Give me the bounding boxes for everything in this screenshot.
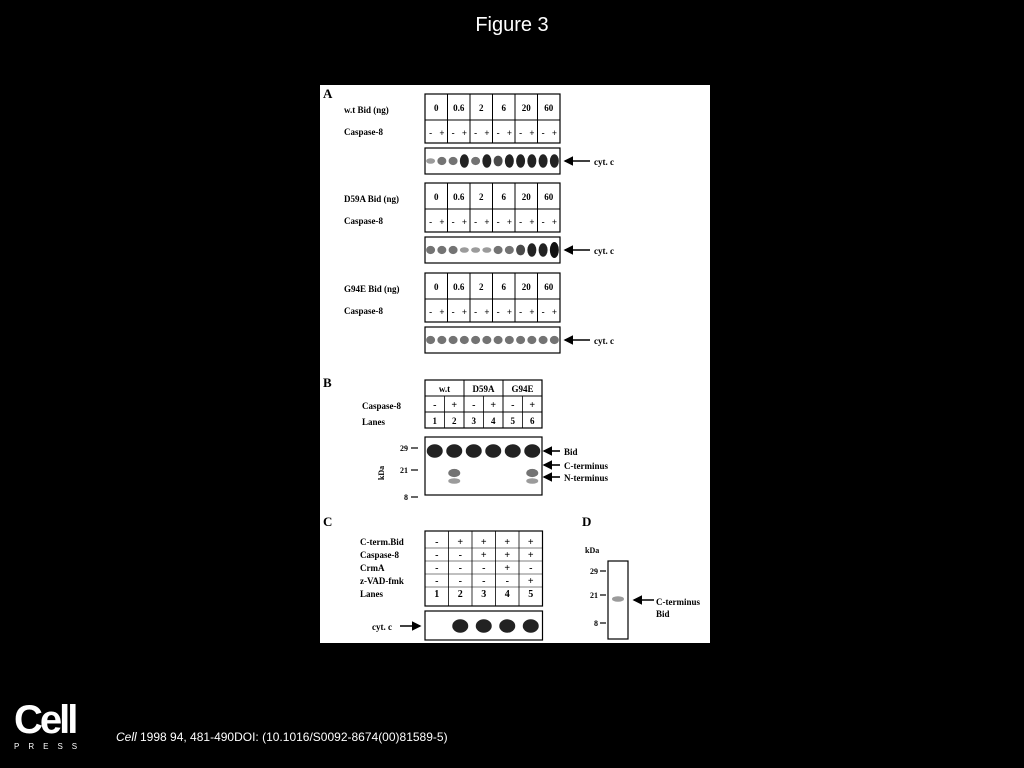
panel-d-band <box>612 596 624 602</box>
panel-a-sign: + <box>484 128 490 138</box>
panel-a-sign: - <box>541 217 545 227</box>
panel-b-annotation: N-terminus <box>564 473 608 483</box>
panel-c-band-label: cyt. c <box>372 622 392 632</box>
panel-b-nterm-band <box>448 478 460 484</box>
panel-a-band <box>437 246 446 254</box>
panel-a-sign: - <box>429 307 433 317</box>
panel-c-value: - <box>482 563 486 574</box>
panel-a-band <box>482 154 491 167</box>
panel-b-bid-band <box>466 444 482 457</box>
panel-a-band <box>426 246 435 254</box>
panel-a-caspase-label: Caspase-8 <box>344 127 384 137</box>
logo-subtitle: PRESS <box>14 742 87 751</box>
panel-a-sign: + <box>484 307 490 317</box>
panel-c-value: - <box>458 550 462 561</box>
panel-c-value: - <box>458 576 462 587</box>
panel-d-marker: 29 <box>590 567 598 576</box>
panel-a-band <box>494 336 503 344</box>
panel-a-dose: 20 <box>521 282 531 292</box>
panel-a-sign: - <box>451 128 455 138</box>
panel-a-dose: 6 <box>501 282 506 292</box>
panel-b-marker: 8 <box>404 493 408 502</box>
panel-a-band <box>437 336 446 344</box>
panel-c-value: + <box>504 537 511 548</box>
panel-a-band <box>527 154 536 167</box>
panel-c-value: - <box>529 563 533 574</box>
panel-a-caspase-label: Caspase-8 <box>344 216 384 226</box>
panel-c-value: + <box>504 550 511 561</box>
figure-graphic <box>320 85 710 643</box>
panel-a-sign: - <box>541 307 545 317</box>
panel-a-dose: 60 <box>544 282 554 292</box>
panel-b-lane: 2 <box>452 416 457 426</box>
panel-b-lane: 5 <box>510 416 515 426</box>
citation-details: 1998 94, 481-490DOI: (10.1016/S0092-8674(00)81589-5) <box>136 730 448 744</box>
panel-a-sign: - <box>496 307 500 317</box>
panel-a-sign: + <box>484 217 490 227</box>
slide-title: Figure 3 <box>475 14 549 36</box>
panel-b-gel <box>425 437 542 495</box>
panel-c-value: + <box>527 550 534 561</box>
panel-c-value: - <box>482 576 486 587</box>
panel-a-band <box>505 246 514 254</box>
panel-a-dose: 20 <box>521 103 531 113</box>
panel-b-group: D59A <box>472 384 495 394</box>
panel-c-value: - <box>435 537 439 548</box>
panel-c-value: + <box>527 576 534 587</box>
panel-a-sign: + <box>461 217 467 227</box>
panel-a-block-title: G94E Bid (ng) <box>344 284 400 294</box>
panel-a-sign: + <box>439 217 445 227</box>
panel-a-dose: 0 <box>434 103 439 113</box>
panel-a-dose: 20 <box>521 192 531 202</box>
panel-a-band <box>550 242 559 258</box>
panel-a-band <box>539 154 548 167</box>
logo-wordmark: Cell <box>14 698 76 742</box>
panel-c-value: 3 <box>481 589 487 600</box>
panel-b-group: G94E <box>511 384 534 394</box>
panel-a-dose: 60 <box>544 192 554 202</box>
panel-a-band <box>460 336 469 344</box>
panel-a-sign: + <box>506 217 512 227</box>
panel-a-sign: + <box>551 307 557 317</box>
panel-a-sign: + <box>461 128 467 138</box>
panel-c-value: - <box>458 563 462 574</box>
panel-a-sign: - <box>474 307 478 317</box>
panel-d-kda-label: kDa <box>585 546 600 555</box>
panel-b-annotation: Bid <box>564 447 578 457</box>
panel-a-band-label: cyt. c <box>594 246 614 256</box>
panel-a-band <box>449 336 458 344</box>
panel-b-cterm-band <box>448 469 460 477</box>
panel-c-value: - <box>505 576 509 587</box>
panel-c-band <box>476 619 492 632</box>
panel-c-value: + <box>457 537 464 548</box>
panel-a-block-title: w.t Bid (ng) <box>344 105 389 115</box>
panel-c-row-label: z-VAD-fmk <box>360 576 404 586</box>
panel-a-band-label: cyt. c <box>594 157 614 167</box>
panel-c-value: + <box>527 537 534 548</box>
panel-b-cterm-band <box>526 469 538 477</box>
panel-a-dose: 0.6 <box>453 192 465 202</box>
panel-a-sign: + <box>551 128 557 138</box>
panel-a-sign: - <box>519 128 523 138</box>
panel-b-lane: 1 <box>432 416 437 426</box>
cell-press-logo <box>14 700 86 752</box>
panel-a-sign: - <box>474 128 478 138</box>
panel-c-row-label: C-term.Bid <box>360 537 404 547</box>
panel-a-sign: + <box>439 307 445 317</box>
panel-a-band <box>505 154 514 167</box>
panel-a-band <box>471 336 480 344</box>
panel-a-band-label: cyt. c <box>594 336 614 346</box>
panel-a-dose: 6 <box>501 192 506 202</box>
panel-d-annotation: C-terminus <box>656 597 700 607</box>
panel-a-dose: 6 <box>501 103 506 113</box>
panel-a-band <box>516 245 525 256</box>
panel-a-band <box>516 154 525 167</box>
panel-a-label: A <box>323 86 333 101</box>
panel-a-band <box>539 243 548 256</box>
panel-b-sign: - <box>511 400 515 411</box>
panel-c-row-label: Caspase-8 <box>360 550 400 560</box>
panel-a-band <box>505 336 514 344</box>
panel-a-caspase-label: Caspase-8 <box>344 306 384 316</box>
panel-a-band <box>426 158 435 164</box>
panel-a-band <box>449 157 458 165</box>
panel-c-value: - <box>435 563 439 574</box>
panel-c-label: C <box>323 514 333 529</box>
panel-c-value: + <box>480 550 487 561</box>
panel-a-band <box>460 247 469 253</box>
panel-a-band <box>494 246 503 254</box>
panel-d-marker: 21 <box>590 591 598 600</box>
panel-b-caspase-label: Caspase-8 <box>362 401 402 411</box>
panel-c-row-label: Lanes <box>360 589 384 599</box>
panel-b-bid-band <box>524 444 540 457</box>
panel-a-sign: - <box>429 128 433 138</box>
panel-c-value: 2 <box>457 589 463 600</box>
panel-b-lanes-label: Lanes <box>362 417 386 427</box>
panel-a-sign: - <box>541 128 545 138</box>
panel-a-band <box>550 154 559 167</box>
panel-a-block-title: D59A Bid (ng) <box>344 194 400 204</box>
panel-a-sign: - <box>496 217 500 227</box>
panel-b-sign: + <box>529 400 536 411</box>
panel-c-row-label: CrmA <box>360 563 385 573</box>
panel-a-band <box>482 247 491 253</box>
panel-c-value: 5 <box>528 589 534 600</box>
panel-a-sign: - <box>519 217 523 227</box>
panel-b-annotation: C-terminus <box>564 461 608 471</box>
panel-b-lane: 3 <box>471 416 476 426</box>
panel-a-band <box>437 157 446 165</box>
panel-b-bid-band <box>505 444 521 457</box>
panel-b-label: B <box>323 375 332 390</box>
citation-journal: Cell <box>116 730 137 744</box>
panel-c-band <box>523 619 539 632</box>
panel-a-sign: + <box>529 217 535 227</box>
citation <box>116 730 448 744</box>
panel-b-sign: - <box>472 400 476 411</box>
panel-c-value: - <box>435 550 439 561</box>
panel-a-sign: - <box>474 217 478 227</box>
panel-a-band <box>426 336 435 344</box>
panel-b-nterm-band <box>526 478 538 484</box>
panel-a-band <box>471 247 480 253</box>
panel-a-dose: 0.6 <box>453 282 465 292</box>
panel-c-value: 4 <box>504 589 510 600</box>
panel-a-dose: 2 <box>479 282 484 292</box>
panel-c-value: + <box>480 537 487 548</box>
panel-a-band <box>516 336 525 344</box>
panel-b-bid-band <box>485 444 501 457</box>
panel-a-sign: - <box>451 217 455 227</box>
panel-b-lane: 6 <box>530 416 535 426</box>
panel-a-band <box>527 243 536 256</box>
panel-b-sign: + <box>451 400 458 411</box>
panel-a-sign: + <box>506 128 512 138</box>
panel-a-sign: - <box>519 307 523 317</box>
panel-a-dose: 0 <box>434 192 439 202</box>
panel-b-bid-band <box>427 444 443 457</box>
panel-b-lane: 4 <box>491 416 496 426</box>
panel-a-sign: + <box>461 307 467 317</box>
panel-a-sign: - <box>429 217 433 227</box>
panel-a-band <box>539 336 548 344</box>
panel-a-sign: + <box>529 307 535 317</box>
panel-c-value: 1 <box>434 589 440 600</box>
panel-b-bid-band <box>446 444 462 457</box>
panel-a-band <box>550 336 559 344</box>
panel-b-group: w.t <box>438 384 451 394</box>
panel-a-dose: 60 <box>544 103 554 113</box>
panel-c-value: - <box>435 576 439 587</box>
panel-a-sign: + <box>529 128 535 138</box>
panel-a-sign: - <box>451 307 455 317</box>
figure-panel <box>320 85 710 643</box>
panel-b-marker: 29 <box>400 444 408 453</box>
panel-a-band <box>449 246 458 254</box>
panel-a-sign: - <box>496 128 500 138</box>
panel-a-band <box>494 156 503 167</box>
panel-b-kda-label: kDa <box>377 465 386 481</box>
panel-b-sign: - <box>433 400 437 411</box>
panel-a-sign: + <box>506 307 512 317</box>
panel-a-sign: + <box>439 128 445 138</box>
panel-a-band <box>527 336 536 344</box>
panel-c-value: + <box>504 563 511 574</box>
panel-a-dose: 2 <box>479 192 484 202</box>
panel-d-label: D <box>582 514 592 529</box>
panel-a-band <box>460 154 469 167</box>
panel-a-sign: + <box>551 217 557 227</box>
panel-a-dose: 0 <box>434 282 439 292</box>
panel-c-band <box>499 619 515 632</box>
panel-a-dose: 2 <box>479 103 484 113</box>
panel-b-sign: + <box>490 400 497 411</box>
panel-a-band <box>471 157 480 165</box>
panel-d-marker: 8 <box>594 619 598 628</box>
panel-c-band <box>452 619 468 632</box>
panel-b-marker: 21 <box>400 466 408 475</box>
panel-d-annotation: Bid <box>656 609 670 619</box>
panel-a-band <box>482 336 491 344</box>
panel-a-dose: 0.6 <box>453 103 465 113</box>
